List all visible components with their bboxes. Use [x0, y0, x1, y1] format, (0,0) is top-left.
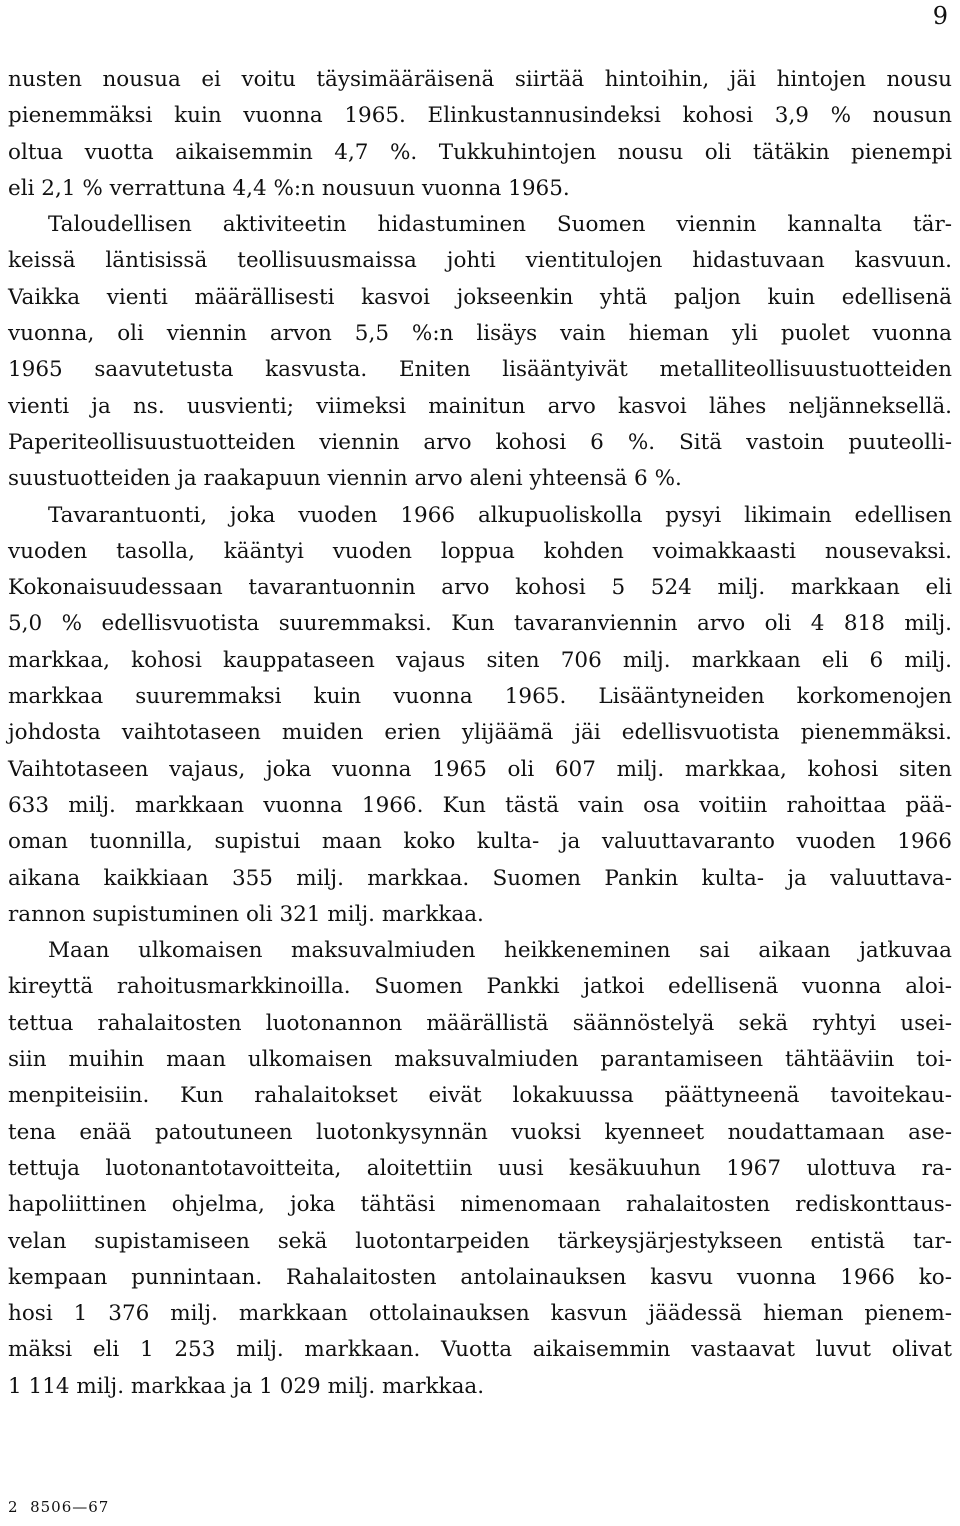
text-line: tettuja luotonantotavoitteita, aloitettiin uusi kesäkuuhun 1967 ulottuva ra- [8, 1155, 952, 1181]
text-line: 1965 saavutetusta kasvusta. Eniten lisääntyivät metalliteollisuustuotteiden [8, 357, 952, 383]
text-line: 1 114 milj. markkaa ja 1 029 milj. markkaa. [8, 1373, 485, 1399]
text-line: menpiteisiin. Kun rahalaitokset eivät lokakuussa päättyneenä tavoitekau- [8, 1083, 952, 1109]
text-line: rannon supistuminen oli 321 milj. markkaa. [8, 901, 484, 927]
footer-signature-mark: 2 8506—67 [8, 1498, 110, 1516]
text-line: keissä läntisissä teollisuusmaissa johti vientitulojen hidastuvaan kasvuun. [8, 248, 952, 274]
text-line: vuonna, oli viennin arvon 5,5 %:n lisäys vain hieman yli puolet vuonna [8, 321, 952, 347]
page-number: 9 [932, 2, 948, 30]
text-line: hosi 1 376 milj. markkaan ottolainauksen kasvun jäädessä hieman pienem- [8, 1301, 952, 1327]
text-line: Vaihtotaseen vajaus, joka vuonna 1965 oli 607 milj. markkaa, kohosi siten [8, 756, 952, 782]
text-line: markkaa, kohosi kauppataseen vajaus siten 706 milj. markkaan eli 6 milj. [8, 647, 952, 673]
text-line: Paperiteollisuustuotteiden viennin arvo kohosi 6 %. Sitä vastoin puuteolli- [8, 429, 952, 455]
body-text [8, 62, 952, 1405]
text-line: hapoliittinen ohjelma, joka tähtäsi nimenomaan rahalaitosten rediskonttaus- [8, 1192, 952, 1218]
text-line: suustuotteiden ja raakapuun viennin arvo aleni yhteensä 6 %. [8, 466, 682, 492]
text-line: oman tuonnilla, supistui maan koko kulta- ja valuuttavaranto vuoden 1966 [8, 829, 952, 855]
text-line: 633 milj. markkaan vuonna 1966. Kun tästä vain osa voitiin rahoittaa pää- [8, 792, 952, 818]
text-line: vuoden tasolla, kääntyi vuoden loppua kohden voimakkaasti nousevaksi. [8, 538, 952, 564]
text-line: markkaa suuremmaksi kuin vuonna 1965. Lisääntyneiden korkomenojen [8, 684, 952, 710]
text-line: johdosta vaihtotaseen muiden erien ylijäämä jäi edellisvuotista pienemmäksi. [8, 720, 952, 746]
text-line: Vaikka vienti määrällisesti kasvoi jokseenkin yhtä paljon kuin edellisenä [8, 284, 952, 310]
text-line: kempaan punnintaan. Rahalaitosten antolainauksen kasvu vuonna 1966 ko- [8, 1264, 952, 1290]
text-line: Maan ulkomaisen maksuvalmiuden heikkeneminen sai aikaan jatkuvaa [48, 938, 952, 964]
text-line: Kokonaisuudessaan tavarantuonnin arvo kohosi 5 524 milj. markkaan eli [8, 575, 952, 601]
text-line: vienti ja ns. uusvienti; viimeksi mainitun arvo kasvoi lähes neljänneksellä. [8, 393, 952, 419]
text-line: tena enää patoutuneen luotonkysynnän vuoksi kyenneet noudattamaan ase- [8, 1119, 952, 1145]
text-line: aikana kaikkiaan 355 milj. markkaa. Suomen Pankin kulta- ja valuuttava- [8, 865, 952, 891]
text-line: mäksi eli 1 253 milj. markkaan. Vuotta aikaisemmin vastaavat luvut olivat [8, 1337, 952, 1363]
text-line: Tavarantuonti, joka vuoden 1966 alkupuoliskolla pysyi likimain edellisen [48, 502, 952, 528]
text-line: nusten nousua ei voitu täysimääräisenä siirtää hintoihin, jäi hintojen nousu [8, 67, 952, 92]
text-line: velan supistamiseen sekä luotontarpeiden tärkeysjärjestykseen entistä tar- [8, 1228, 952, 1254]
text-line: Taloudellisen aktiviteetin hidastuminen Suomen viennin kannalta tär- [48, 212, 952, 238]
text-line: oltua vuotta aikaisemmin 4,7 %. Tukkuhintojen nousu oli tätäkin pienempi [8, 139, 952, 165]
text-line: kireyttä rahoitusmarkkinoilla. Suomen Pankki jatkoi edellisenä vuonna aloi- [8, 974, 952, 1000]
text-line: 5,0 % edellisvuotista suuremmaksi. Kun tavaranviennin arvo oli 4 818 milj. [8, 611, 952, 637]
text-line: pienemmäksi kuin vuonna 1965. Elinkustannusindeksi kohosi 3,9 % nousun [8, 103, 952, 129]
text-line: tettua rahalaitosten luotonannon määrällistä säännöstelyä sekä ryhtyi usei- [8, 1010, 952, 1036]
text-line: eli 2,1 % verrattuna 4,4 %:n nousuun vuonna 1965. [8, 175, 570, 201]
text-line: siin muihin maan ulkomaisen maksuvalmiuden parantamiseen tähtääviin toi- [8, 1047, 952, 1073]
